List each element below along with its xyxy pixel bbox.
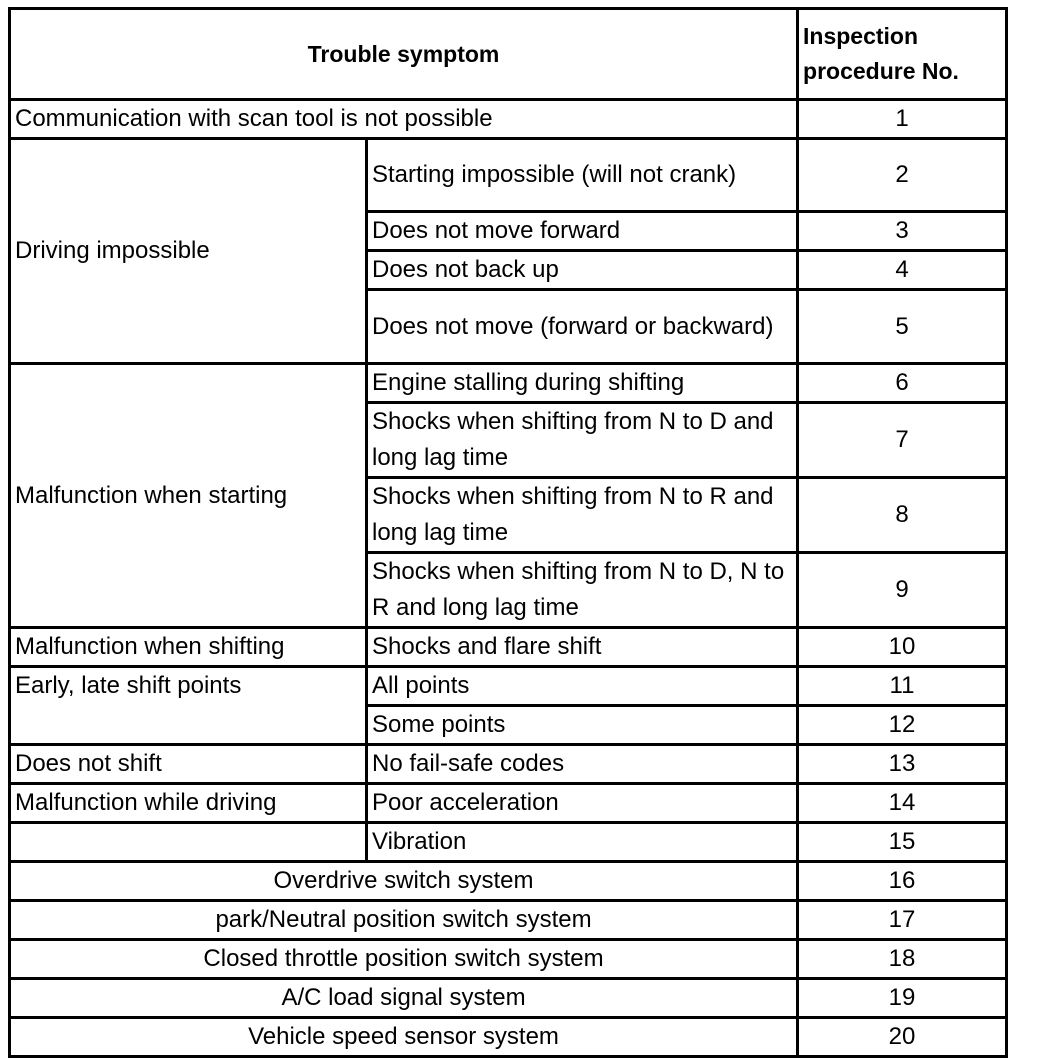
category-cell: Malfunction while driving xyxy=(10,784,367,823)
system-cell: Overdrive switch system xyxy=(10,862,798,901)
table-row xyxy=(10,364,1007,403)
detail-cell: Vibration xyxy=(367,823,798,862)
procedure-number: 7 xyxy=(798,403,1007,478)
detail-cell: All points xyxy=(367,667,798,706)
procedure-number: 10 xyxy=(798,628,1007,667)
category-cell: Does not shift xyxy=(10,745,367,784)
table-row xyxy=(10,100,1007,139)
system-cell: park/Neutral position switch system xyxy=(10,901,798,940)
procedure-number: 13 xyxy=(798,745,1007,784)
table-row xyxy=(10,667,1007,706)
system-cell: Vehicle speed sensor system xyxy=(10,1018,798,1057)
procedure-number: 1 xyxy=(798,100,1007,139)
symptom-cell: Communication with scan tool is not possible xyxy=(10,100,798,139)
procedure-number: 17 xyxy=(798,901,1007,940)
procedure-number: 18 xyxy=(798,940,1007,979)
procedure-number: 4 xyxy=(798,251,1007,290)
procedure-number: 3 xyxy=(798,212,1007,251)
table-row xyxy=(10,139,1007,212)
category-cell: Malfunction when starting xyxy=(10,364,367,628)
table-row xyxy=(10,784,1007,823)
table-row xyxy=(10,979,1007,1018)
procedure-number: 5 xyxy=(798,290,1007,364)
table-row xyxy=(10,862,1007,901)
detail-cell: Shocks when shifting from N to D, N to R and long lag time xyxy=(367,553,798,628)
category-cell: Driving impossible xyxy=(10,139,367,364)
procedure-number: 6 xyxy=(798,364,1007,403)
system-cell: Closed throttle position switch system xyxy=(10,940,798,979)
detail-cell: No fail-safe codes xyxy=(367,745,798,784)
detail-cell: Shocks when shifting from N to D and long lag time xyxy=(367,403,798,478)
detail-cell: Does not move (forward or backward) xyxy=(367,290,798,364)
detail-cell: Shocks when shifting from N to R and long lag time xyxy=(367,478,798,553)
header-inspection-procedure: Inspection procedure No. xyxy=(798,9,1007,100)
procedure-number: 19 xyxy=(798,979,1007,1018)
table-row xyxy=(10,1018,1007,1057)
detail-cell: Does not move forward xyxy=(367,212,798,251)
procedure-number: 14 xyxy=(798,784,1007,823)
detail-cell: Engine stalling during shifting xyxy=(367,364,798,403)
table-row xyxy=(10,823,1007,862)
procedure-number: 12 xyxy=(798,706,1007,745)
table-row xyxy=(10,940,1007,979)
detail-cell: Some points xyxy=(367,706,798,745)
trouble-symptom-table xyxy=(8,7,1008,1058)
category-cell xyxy=(10,823,367,862)
procedure-number: 9 xyxy=(798,553,1007,628)
header-trouble-symptom: Trouble symptom xyxy=(10,9,798,100)
procedure-number: 11 xyxy=(798,667,1007,706)
procedure-number: 16 xyxy=(798,862,1007,901)
procedure-number: 15 xyxy=(798,823,1007,862)
category-cell: Malfunction when shifting xyxy=(10,628,367,667)
detail-cell: Shocks and flare shift xyxy=(367,628,798,667)
system-cell: A/C load signal system xyxy=(10,979,798,1018)
procedure-number: 20 xyxy=(798,1018,1007,1057)
detail-cell: Does not back up xyxy=(367,251,798,290)
header-row xyxy=(10,9,1007,100)
table-row xyxy=(10,628,1007,667)
table-row xyxy=(10,745,1007,784)
procedure-number: 2 xyxy=(798,139,1007,212)
category-cell: Early, late shift points xyxy=(10,667,367,745)
detail-cell: Starting impossible (will not crank) xyxy=(367,139,798,212)
procedure-number: 8 xyxy=(798,478,1007,553)
detail-cell: Poor acceleration xyxy=(367,784,798,823)
table-row xyxy=(10,901,1007,940)
